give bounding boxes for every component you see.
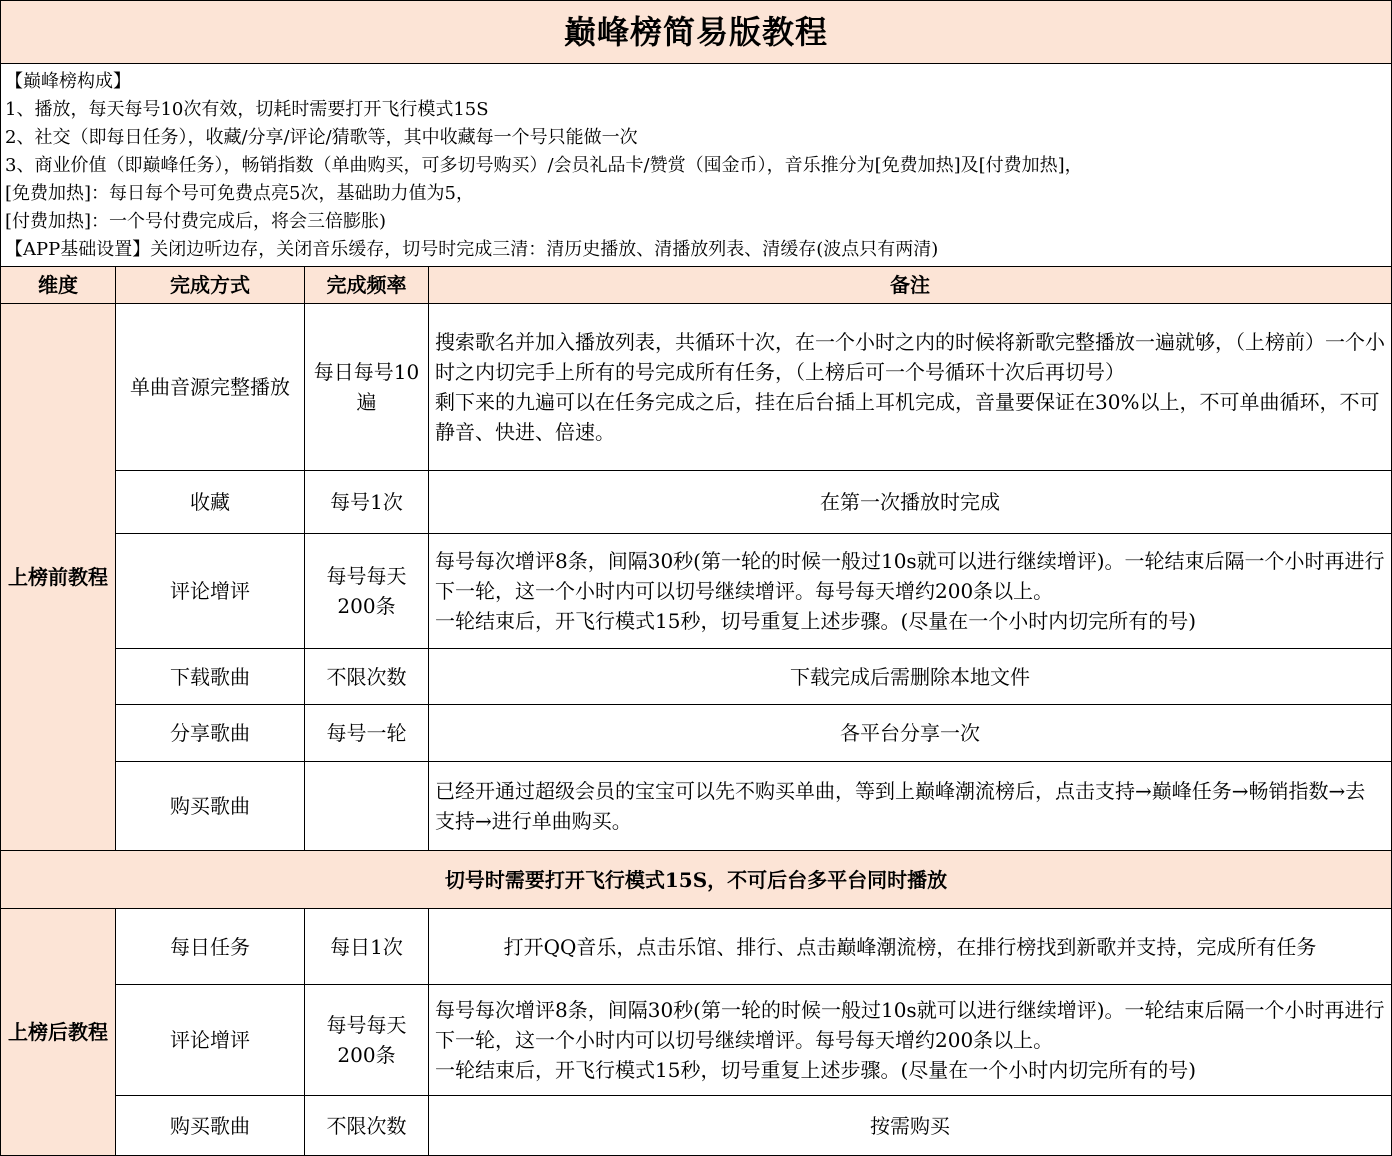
- table-row: [1, 1096, 1392, 1156]
- frequency-cell: 每日每号10遍: [305, 304, 429, 471]
- notes-cell: 打开QQ音乐，点击乐馆、排行、点击巅峰潮流榜，在排行榜找到新歌并支持，完成所有任务: [429, 909, 1392, 985]
- table-row: [1, 534, 1392, 649]
- table-row: [1, 471, 1392, 534]
- header-notes: 备注: [429, 267, 1392, 304]
- notes-cell: [429, 534, 1392, 649]
- note-line: 搜索歌名并加入播放列表，共循环十次，在一个小时之内的时候将新歌完整播放一遍就够，（上榜前）一个小时之内切完手上所有的号完成所有任务，（上榜后可一个号循环十次后再切号）: [435, 330, 1385, 384]
- frequency-cell: 不限次数: [305, 1096, 429, 1156]
- header-row: [1, 267, 1392, 304]
- table-row: [1, 649, 1392, 705]
- method-cell: 评论增评: [116, 985, 305, 1096]
- method-cell: 购买歌曲: [116, 762, 305, 851]
- page-title: 巅峰榜简易版教程: [1, 1, 1392, 64]
- frequency-cell: 不限次数: [305, 649, 429, 705]
- intro-line: 【APP基础设置】关闭边听边存，关闭音乐缓存，切号时完成三清：清历史播放、清播放列表、清缓存(波点只有两清): [5, 239, 939, 260]
- intro-line: 1、播放，每天每号10次有效，切耗时需要打开飞行模式15S: [5, 99, 489, 120]
- notes-cell: 按需购买: [429, 1096, 1392, 1156]
- method-cell: 收藏: [116, 471, 305, 534]
- intro-line: 3、商业价值（即巅峰任务），畅销指数（单曲购买，可多切号购买）/会员礼品卡/赞赏（囤金币），音乐推分为[免费加热]及[付费加热]，: [5, 155, 1083, 176]
- method-cell: 分享歌曲: [116, 705, 305, 762]
- method-cell: 每日任务: [116, 909, 305, 985]
- table-row: [1, 762, 1392, 851]
- method-cell: 下载歌曲: [116, 649, 305, 705]
- frequency-cell: 每号每天200条: [305, 985, 429, 1096]
- method-cell: 单曲音源完整播放: [116, 304, 305, 471]
- note-line: 每号每次增评8条，间隔30秒(第一轮的时候一般过10s就可以进行继续增评)。一轮结束后隔一个小时再进行下一轮，这一个小时内可以切号继续增评。每号每天增约200条以上。: [435, 998, 1385, 1052]
- banner-note: 切号时需要打开飞行模式15S，不可后台多平台同时播放: [1, 851, 1392, 909]
- table-row: [1, 985, 1392, 1096]
- note-line: 一轮结束后，开飞行模式15秒，切号重复上述步骤。(尽量在一个小时内切完所有的号): [435, 1058, 1197, 1082]
- frequency-cell: 每号一轮: [305, 705, 429, 762]
- header-frequency: 完成频率: [305, 267, 429, 304]
- notes-cell: [429, 985, 1392, 1096]
- intro-block: [1, 64, 1392, 267]
- note-line: 每号每次增评8条，间隔30秒(第一轮的时候一般过10s就可以进行继续增评)。一轮结束后隔一个小时再进行下一轮，这一个小时内可以切号继续增评。每号每天增约200条以上。: [435, 549, 1385, 603]
- notes-cell: 下载完成后需删除本地文件: [429, 649, 1392, 705]
- intro-line: [免费加热]：每日每个号可免费点亮5次，基础助力值为5，: [5, 183, 474, 204]
- intro-line: 2、社交（即每日任务），收藏/分享/评论/猜歌等，其中收藏每一个号只能做一次: [5, 127, 638, 148]
- notes-cell: 已经开通过超级会员的宝宝可以先不购买单曲，等到上巅峰潮流榜后，点击支持→巅峰任务→畅销指数→去支持→进行单曲购买。: [429, 762, 1392, 851]
- note-line: 一轮结束后，开飞行模式15秒，切号重复上述步骤。(尽量在一个小时内切完所有的号): [435, 609, 1197, 633]
- frequency-cell: [305, 762, 429, 851]
- method-cell: 评论增评: [116, 534, 305, 649]
- table-row: [1, 304, 1392, 471]
- method-cell: 购买歌曲: [116, 1096, 305, 1156]
- frequency-cell: 每号1次: [305, 471, 429, 534]
- table-row: [1, 909, 1392, 985]
- intro-line: 【巅峰榜构成】: [5, 71, 131, 92]
- dimension-before: 上榜前教程: [1, 304, 116, 851]
- frequency-cell: 每日1次: [305, 909, 429, 985]
- notes-cell: 在第一次播放时完成: [429, 471, 1392, 534]
- frequency-cell: 每号每天200条: [305, 534, 429, 649]
- notes-cell: 各平台分享一次: [429, 705, 1392, 762]
- header-dimension: 维度: [1, 267, 116, 304]
- notes-cell: [429, 304, 1392, 471]
- dimension-after: 上榜后教程: [1, 909, 116, 1156]
- header-method: 完成方式: [116, 267, 305, 304]
- table-row: [1, 705, 1392, 762]
- intro-line: [付费加热]：一个号付费完成后，将会三倍膨胀): [5, 211, 387, 232]
- note-line: 剩下来的九遍可以在任务完成之后，挂在后台插上耳机完成，音量要保证在30%以上，不可单曲循环，不可静音、快进、倍速。: [435, 390, 1380, 444]
